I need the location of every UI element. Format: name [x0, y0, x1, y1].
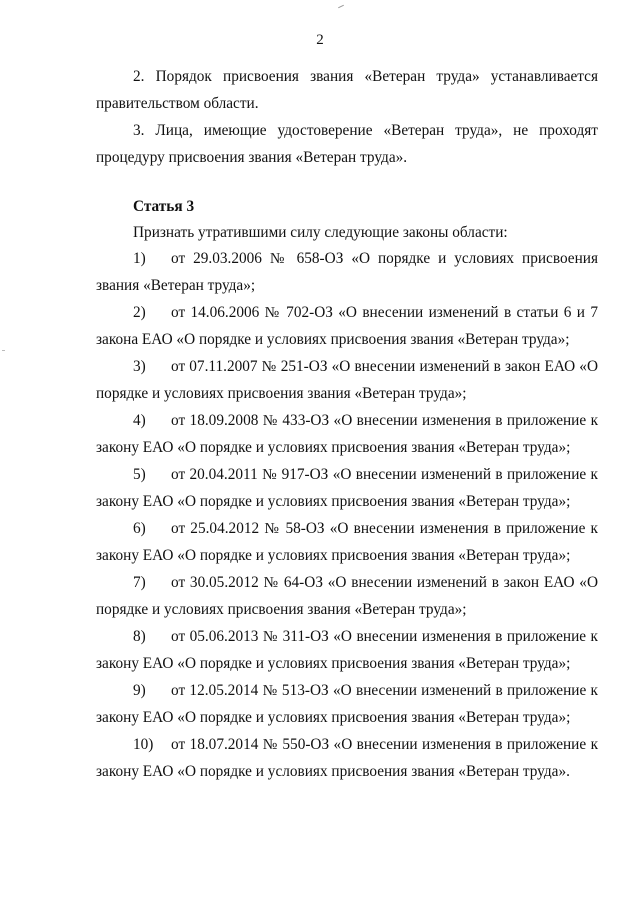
list-item-number: 2): [133, 304, 146, 321]
paragraph-text: 3. Лица, имеющие удостоверение «Ветеран труда», не проходят процедуру присвоения звания «Ветеран труда».: [96, 122, 598, 166]
list-item-number: 8): [133, 628, 146, 645]
paragraph: [96, 118, 598, 171]
list-item-number: 5): [133, 466, 146, 483]
list-item-text: от 07.11.2007 № 251-ОЗ «О внесении изменений в закон ЕАО «О порядке и условиях присвоения звания «Ветеран труда»;: [96, 358, 598, 402]
list-item-number: 1): [133, 250, 146, 267]
list-item-number: 4): [133, 412, 146, 429]
list-item: [96, 624, 598, 677]
list-item-text: от 25.04.2012 № 58-ОЗ «О внесении изменения в приложение к закону ЕАО «О порядке и условиях присвоения звания «Ветеран труда»;: [96, 520, 598, 564]
scan-artifact: [2, 350, 5, 351]
list-item-number: 3): [133, 358, 146, 375]
list-item-text: от 05.06.2013 № 311-ОЗ «О внесении изменения в приложение к закону ЕАО «О порядке и условиях присвоения звания «Ветеран труда»;: [96, 628, 598, 672]
page-number: 2: [316, 32, 324, 48]
list-item-number: 10): [133, 736, 154, 753]
list-item: [96, 462, 598, 515]
list-item: [96, 732, 598, 785]
list-item: [96, 354, 598, 407]
list-item: [96, 246, 598, 299]
list-item-text: от 20.04.2011 № 917-ОЗ «О внесении изменений в приложение к закону ЕАО «О порядке и условиях присвоения звания «Ветеран труда»;: [96, 466, 598, 510]
paragraph: [96, 64, 598, 117]
list-item-text: от 18.07.2014 № 550-ОЗ «О внесении изменения в приложение к закону ЕАО «О порядке и условиях присвоения звания «Ветеран труда».: [96, 736, 598, 780]
list-item-number: 6): [133, 520, 146, 537]
list-item-number: 9): [133, 682, 146, 699]
list-item-number: 7): [133, 574, 146, 591]
paragraph-text: 2. Порядок присвоения звания «Ветеран труда» устанавливается правительством области.: [96, 68, 598, 112]
list-item-text: от 14.06.2006 № 702-ОЗ «О внесении изменений в статьи 6 и 7 закона ЕАО «О порядке и условиях присвоения звания «Ветеран труда»;: [96, 304, 598, 348]
list-item: [96, 570, 598, 623]
article-intro: Признать утратившими силу следующие законы области:: [133, 224, 508, 241]
scan-artifact: [338, 5, 344, 8]
list-item: [96, 678, 598, 731]
article-heading: Статья 3: [133, 198, 195, 215]
list-item: [96, 408, 598, 461]
list-item-text: от 30.05.2012 № 64-ОЗ «О внесении изменений в закон ЕАО «О порядке и условиях присвоения звания «Ветеран труда»;: [96, 574, 598, 618]
list-item-text: от 12.05.2014 № 513-ОЗ «О внесении изменений в приложение к закону ЕАО «О порядке и условиях присвоения звания «Ветеран труда»;: [96, 682, 598, 726]
list-item-text: от 18.09.2008 № 433-ОЗ «О внесении изменения в приложение к закону ЕАО «О порядке и условиях присвоения звания «Ветеран труда»;: [96, 412, 598, 456]
list-item: [96, 516, 598, 569]
repealed-laws-list: [96, 246, 598, 786]
list-item: [96, 300, 598, 353]
list-item-text: от 29.03.2006 № 658-ОЗ «О порядке и условиях присвоения звания «Ветеран труда»;: [96, 250, 598, 294]
